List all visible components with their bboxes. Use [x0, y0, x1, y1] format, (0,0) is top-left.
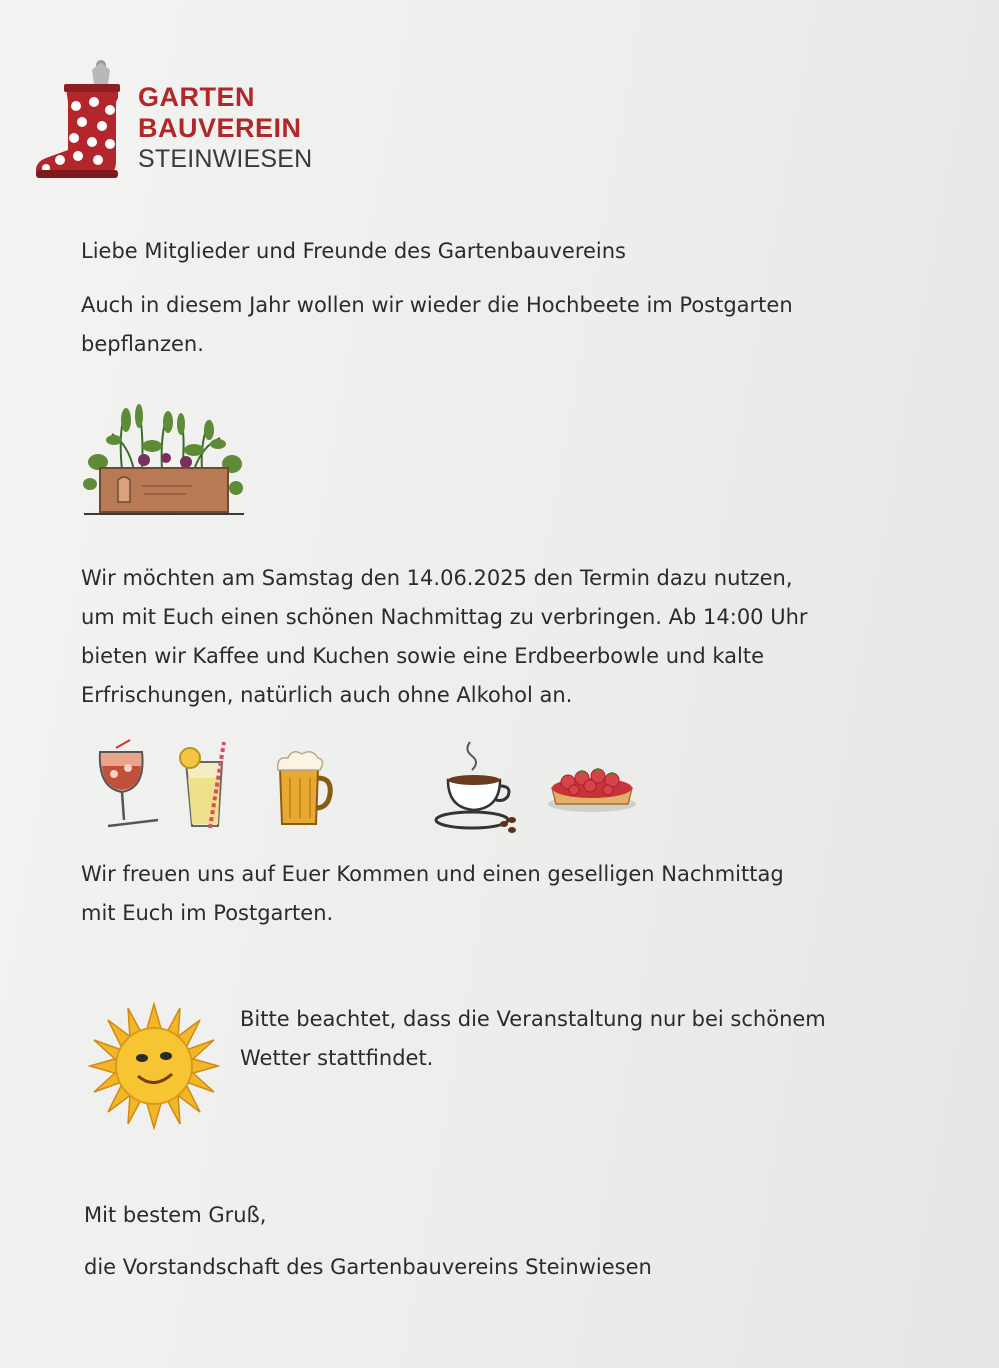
sun-icon [88, 1002, 220, 1130]
beer-mug-icon [274, 738, 336, 832]
intro-paragraph: Auch in diesem Jahr wollen wir wieder die Hochbeete im Postgarten bepflanzen. [81, 293, 793, 356]
wine-glass-icon [94, 738, 164, 832]
greeting: Liebe Mitglieder und Freunde des Gartenbauvereins [81, 239, 626, 263]
logo-text-bauverein: BAUVEREIN [138, 113, 302, 143]
closing-wish-paragraph: Wir freuen uns auf Euer Kommen und einen geselligen Nachmittag mit Euch im Postgarten. [81, 862, 784, 925]
sign-off: Mit bestem Gruß, [84, 1203, 267, 1227]
boot-trowel-icon [34, 58, 124, 182]
club-logo [138, 84, 312, 172]
planter-box-icon [82, 400, 246, 522]
coffee-cup-icon [430, 738, 522, 840]
weather-note: Bitte beachtet, dass die Veranstaltung nur bei schönem Wetter stattfindet. [240, 1007, 826, 1070]
signature: die Vorstandschaft des Gartenbauvereins Steinwiesen [84, 1255, 652, 1279]
logo-text-garten: GARTEN [138, 82, 255, 112]
logo-text-steinwiesen: STEINWIESEN [138, 145, 313, 173]
event-paragraph: Wir möchten am Samstag den 14.06.2025 den Termin dazu nutzen, um mit Euch einen schönen Nachmittag zu verbringen. Ab 14:00 Uhr bieten wir Kaffee und Kuchen sowie eine Erdbeerbowle und kalte Erfrischungen, natürlich auch ohne Alkohol an. [81, 566, 808, 707]
strawberry-tart-icon [546, 738, 638, 822]
lemonade-icon [176, 738, 232, 832]
